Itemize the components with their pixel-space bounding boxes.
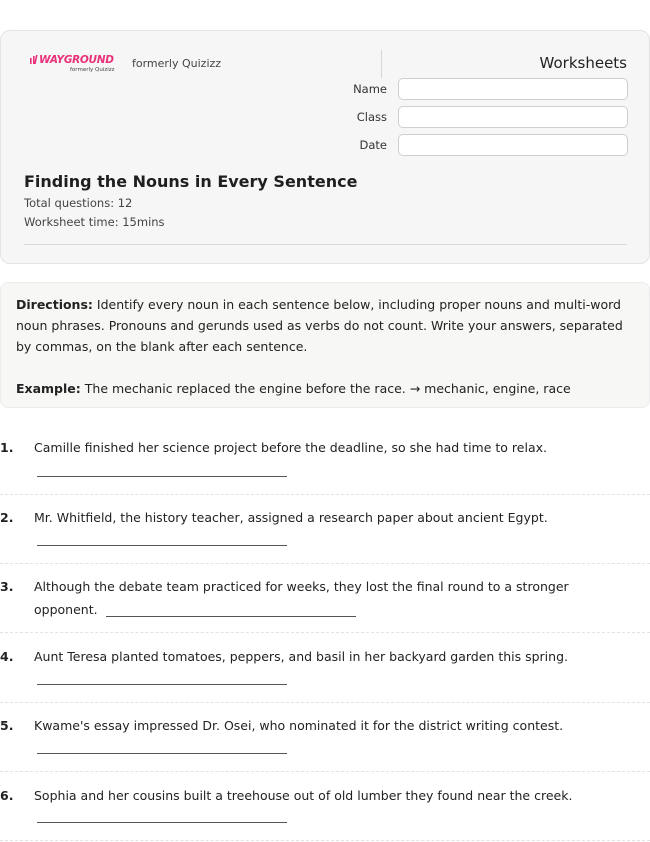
directions-label: Directions: xyxy=(16,297,93,312)
wayground-logo xyxy=(29,54,119,78)
question-text-wrap xyxy=(34,575,634,621)
logo-subtext: formerly Quizizz xyxy=(70,67,115,73)
answer-blank[interactable] xyxy=(37,476,287,477)
question-text: Aunt Teresa planted tomatoes, peppers, and basil in her backyard garden this spring. xyxy=(34,649,568,664)
class-field[interactable] xyxy=(398,106,628,128)
question-text: Mr. Whitfield, the history teacher, assigned a research paper about ancient Egypt. xyxy=(34,510,548,525)
answer-blank[interactable] xyxy=(37,822,287,823)
directions-box xyxy=(0,282,650,408)
total-questions: Total questions: 12 xyxy=(24,196,133,210)
question-item xyxy=(0,772,650,841)
question-number: 2. xyxy=(0,510,14,525)
answer-blank[interactable] xyxy=(37,545,287,546)
answer-blank[interactable] xyxy=(37,753,287,754)
question-number: 4. xyxy=(0,649,14,664)
logo-text: WAYGROUND xyxy=(39,54,114,66)
worksheet-time: Worksheet time: 15mins xyxy=(24,215,165,229)
question-number: 3. xyxy=(0,579,14,594)
example-text: The mechanic replaced the engine before the race. → mechanic, engine, race xyxy=(84,381,571,396)
question-text: Camille finished her science project before the deadline, so she had time to relax. xyxy=(34,440,547,455)
formerly-label: formerly Quizizz xyxy=(132,57,222,70)
logo-mark-icon xyxy=(29,55,39,65)
question-text: Sophia and her cousins built a treehouse out of old lumber they found near the creek. xyxy=(34,788,573,803)
question-item xyxy=(0,564,650,633)
question-number: 6. xyxy=(0,788,14,803)
question-text: Kwame's essay impressed Dr. Osei, who nominated it for the district writing contest. xyxy=(34,718,564,733)
directions-text: Identify every noun in each sentence below, including proper nouns and multi-word noun phrases. Pronouns and gerunds used as verbs do not count. Write your answers, separated by commas, on the blank after each sentence. xyxy=(16,297,623,354)
date-field[interactable] xyxy=(398,134,628,156)
worksheet-header xyxy=(0,30,650,264)
name-label: Name xyxy=(353,82,387,96)
question-number: 5. xyxy=(0,718,14,733)
question-item xyxy=(0,495,650,564)
document-type-label: Worksheets xyxy=(539,54,627,72)
question-text: Although the debate team practiced for weeks, they lost the final round to a stronger opponent. xyxy=(34,579,569,617)
answer-blank[interactable] xyxy=(37,684,287,685)
name-field[interactable] xyxy=(398,78,628,100)
header-bottom-divider xyxy=(24,244,627,245)
example-label: Example: xyxy=(16,381,81,396)
question-item xyxy=(0,633,650,703)
class-label: Class xyxy=(356,110,387,124)
example-paragraph xyxy=(16,378,635,399)
directions-paragraph xyxy=(16,294,635,357)
header-divider xyxy=(381,50,382,78)
answer-blank[interactable] xyxy=(106,616,356,617)
question-item xyxy=(0,703,650,772)
date-label: Date xyxy=(359,138,387,152)
question-number: 1. xyxy=(0,440,14,455)
worksheet-title: Finding the Nouns in Every Sentence xyxy=(24,172,358,191)
question-item xyxy=(0,426,650,495)
